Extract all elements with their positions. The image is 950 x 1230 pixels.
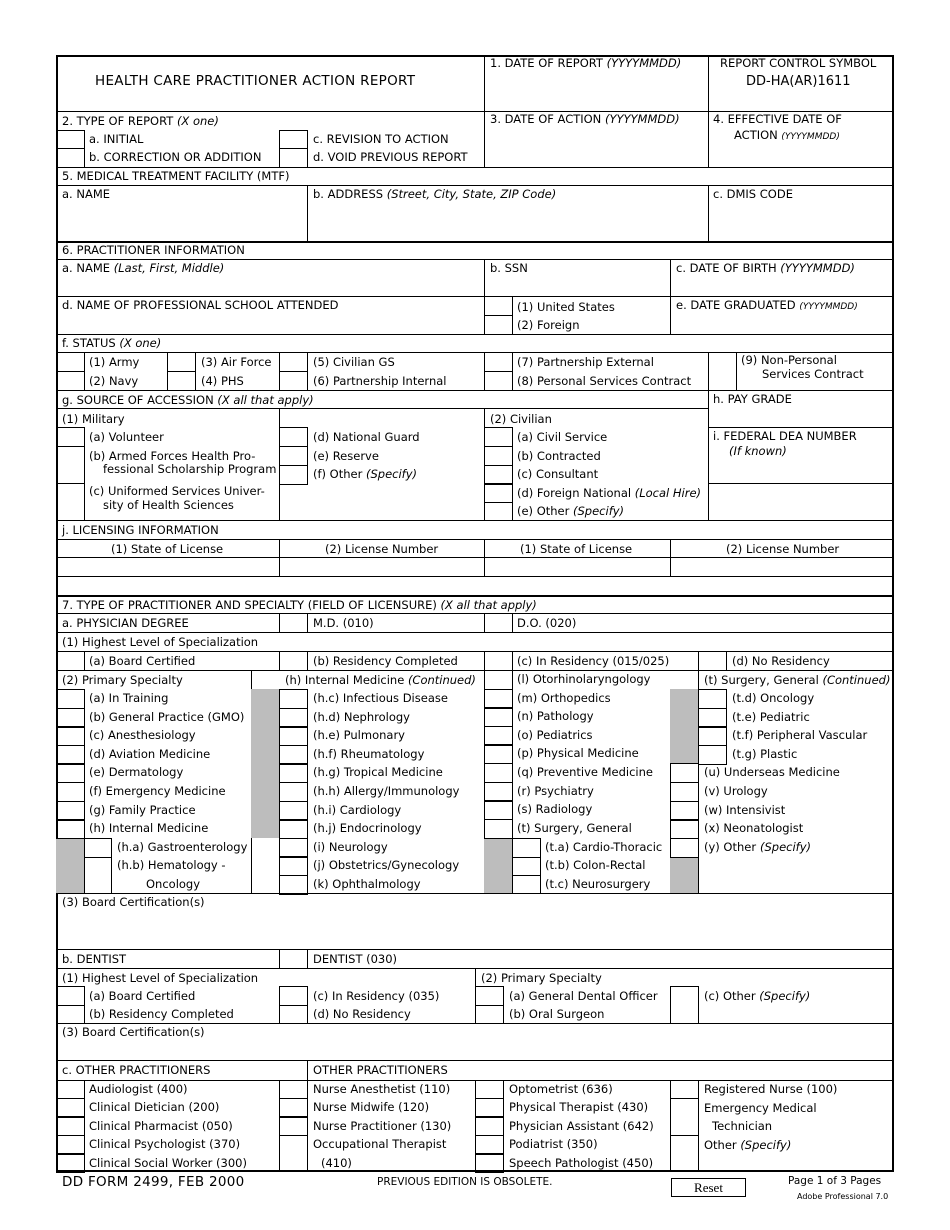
date-of-report-label: 1. DATE OF REPORT (YYYYMMDD) [490, 56, 682, 70]
spec-col2-label: (h.g) Tropical Medicine [313, 765, 443, 779]
phys-nr-label: (d) No Residency [732, 654, 830, 668]
dent-ir-label: (c) In Residency (035) [313, 989, 440, 1003]
dent-other-label: (c) Other (Specify) [704, 989, 811, 1003]
ssn-label: b. SSN [490, 261, 528, 275]
other-col2-label: (410) [321, 1156, 352, 1170]
spec-col4-checkbox[interactable] [698, 689, 727, 709]
spec-col2-checkbox[interactable] [279, 726, 308, 746]
initial-checkbox[interactable] [56, 130, 85, 149]
other-col1-label: Clinical Psychologist (370) [89, 1137, 241, 1151]
spec-col4-checkbox[interactable] [698, 726, 727, 746]
spec-col4-checkbox[interactable] [670, 782, 699, 802]
status-civ-label: (5) Civilian GS [313, 355, 395, 369]
other-rn-label: Registered Nurse (100) [704, 1082, 838, 1096]
dent-primary-label: (2) Primary Specialty [481, 971, 602, 985]
spec-col4-checkbox[interactable] [698, 708, 727, 728]
acc-usu-checkbox[interactable] [56, 483, 85, 521]
spec-col2-label: (k) Ophthalmology [313, 877, 421, 891]
dent-bc-label: (a) Board Certified [89, 989, 196, 1003]
accession-label: g. SOURCE OF ACCESSION (X all that apply) [62, 393, 314, 407]
spec-col2-checkbox[interactable] [279, 801, 308, 821]
other-col2-label: Occupational Therapist [313, 1137, 447, 1151]
status-nps-checkbox[interactable] [708, 352, 737, 391]
other-col3-checkbox[interactable] [475, 1154, 504, 1173]
spec-col1-label: (c) Anesthesiology [89, 728, 196, 742]
primary-specialty-label: (2) Primary Specialty [62, 673, 183, 687]
spec-col1-label: (g) Family Practice [89, 803, 196, 817]
spec-ha-label: (h.a) Gastroenterology [117, 840, 248, 854]
status-af-label: (3) Air Force [201, 355, 272, 369]
spec-col2-checkbox[interactable] [279, 745, 308, 765]
other-col2-label: Nurse Practitioner (130) [313, 1119, 452, 1133]
acc-cs-checkbox[interactable] [484, 427, 513, 447]
do-label: D.O. (020) [517, 616, 577, 630]
void-label: d. VOID PREVIOUS REPORT [313, 150, 468, 164]
obsolete-note: PREVIOUS EDITION IS OBSOLETE. [377, 1176, 553, 1188]
spec-col3-label: (p) Physical Medicine [517, 746, 639, 760]
dent-gdo-label: (a) General Dental Officer [509, 989, 658, 1003]
status-nps-label: (9) Non-Personal [741, 353, 837, 367]
spec-col3-checkbox[interactable] [484, 819, 513, 839]
rcs-label: REPORT CONTROL SYMBOL [720, 56, 877, 70]
other-col1-checkbox[interactable] [56, 1080, 85, 1099]
spec-col3-checkbox[interactable] [484, 763, 513, 783]
phys-board-label: (3) Board Certification(s) [62, 895, 205, 909]
school-foreign-checkbox[interactable] [484, 315, 513, 335]
dent-os-checkbox[interactable] [475, 1005, 504, 1024]
spec-col3-checkbox[interactable] [484, 800, 513, 820]
other-col4-checkbox[interactable] [670, 1135, 699, 1172]
acc-afhps-label2: fessional Scholarship Program [103, 462, 277, 476]
other-emt-label: Emergency Medical [704, 1101, 817, 1115]
spec-col1-checkbox[interactable] [56, 782, 85, 802]
spec-col3-label: (q) Preventive Medicine [517, 765, 653, 779]
spec-col2-label: (h.e) Pulmonary [313, 728, 405, 742]
spec-col3-label: (s) Radiology [517, 802, 593, 816]
acc-cother-label: (e) Other (Specify) [517, 504, 625, 518]
reset-button[interactable]: Reset [671, 1178, 746, 1197]
acc-consultant-label: (c) Consultant [517, 467, 599, 481]
spec-col1-checkbox[interactable] [56, 819, 85, 839]
acc-civilian-label: (2) Civilian [490, 412, 552, 426]
practitioner-label: 6. PRACTITIONER INFORMATION [62, 243, 245, 257]
spec-col2-label: (h.d) Nephrology [313, 710, 410, 724]
pay-grade-label: h. PAY GRADE [713, 392, 792, 406]
status-nps-label2: Services Contract [762, 367, 864, 381]
correction-label: b. CORRECTION OR ADDITION [89, 150, 262, 164]
other-label2: OTHER PRACTITIONERS [313, 1063, 448, 1077]
status-pext-checkbox[interactable] [484, 352, 513, 372]
other-col2-label: Nurse Anesthetist (110) [313, 1082, 451, 1096]
spec-col4-checkbox[interactable] [670, 763, 699, 783]
spec-col1-label: (a) In Training [89, 691, 169, 705]
other-col1-label: Audiologist (400) [89, 1082, 188, 1096]
spec-col1-label: (h) Internal Medicine [89, 821, 209, 835]
dent-bc-checkbox[interactable] [56, 986, 85, 1006]
other-col3-label: Podiatrist (350) [509, 1137, 598, 1151]
spec-col1-label: (e) Dermatology [89, 765, 184, 779]
form-title: HEALTH CARE PRACTITIONER ACTION REPORT [95, 73, 416, 89]
school-label: d. NAME OF PROFESSIONAL SCHOOL ATTENDED [62, 298, 339, 312]
spec-col1-label: (d) Aviation Medicine [89, 747, 211, 761]
other-col3-label: Physical Therapist (430) [509, 1100, 649, 1114]
spec-col2-label: (j) Obstetrics/Gynecology [313, 858, 460, 872]
dob-label: c. DATE OF BIRTH (YYYYMMDD) [676, 261, 855, 275]
rcs-value: DD-HA(AR)1611 [746, 74, 851, 89]
spec-col2-checkbox[interactable] [279, 838, 308, 858]
status-army-label: (1) Army [89, 355, 140, 369]
dent-rc-checkbox[interactable] [56, 1005, 85, 1024]
status-navy-checkbox[interactable] [56, 371, 85, 391]
other-col3-checkbox[interactable] [475, 1135, 504, 1154]
spec-col2-label: (h.i) Cardiology [313, 803, 402, 817]
dent-rc-label: (b) Residency Completed [89, 1007, 234, 1021]
col4-head: (t) Surgery, General (Continued) [704, 673, 891, 687]
effective-date-label: 4. EFFECTIVE DATE OF [713, 112, 842, 126]
other-col1-checkbox[interactable] [56, 1154, 85, 1173]
other-col1-label: Clinical Dietician (200) [89, 1100, 220, 1114]
phys-highest-label: (1) Highest Level of Specialization [62, 635, 259, 649]
other-col2-checkbox[interactable] [279, 1098, 308, 1117]
spec-col4-label: (x) Neonatologist [704, 821, 804, 835]
spec-col2-checkbox[interactable] [279, 782, 308, 802]
phys-ir-checkbox[interactable] [484, 651, 513, 671]
mtf-label: 5. MEDICAL TREATMENT FACILITY (MTF) [62, 169, 290, 183]
acc-other-checkbox[interactable] [279, 465, 308, 485]
status-psc-label: (8) Personal Services Contract [517, 374, 692, 388]
dea-label: i. FEDERAL DEA NUMBER [713, 429, 857, 443]
spec-hb-label2: Oncology [146, 877, 201, 891]
effective-date-label2: ACTION (YYYYMMDD) [734, 128, 840, 142]
spec-col4-label: (t.f) Peripheral Vascular [732, 728, 868, 742]
other-col3-checkbox[interactable] [475, 1098, 504, 1117]
acc-volunteer-checkbox[interactable] [56, 427, 85, 447]
status-pint-checkbox[interactable] [279, 371, 308, 391]
spec-tc-checkbox[interactable] [512, 875, 541, 894]
spec-col4-label: (u) Underseas Medicine [704, 765, 840, 779]
other-emt-label2: Technician [712, 1119, 773, 1133]
acc-afhps-checkbox[interactable] [56, 446, 85, 484]
licensing-label: j. LICENSING INFORMATION [62, 523, 219, 537]
acc-cs-label: (a) Civil Service [517, 430, 608, 444]
spec-col4-label: (v) Urology [704, 784, 768, 798]
acc-usu-label2: sity of Health Sciences [103, 498, 234, 512]
other-col1-checkbox[interactable] [56, 1135, 85, 1154]
spec-col4-checkbox[interactable] [670, 801, 699, 821]
acc-reserve-checkbox[interactable] [279, 446, 308, 466]
spec-col1-label: (b) General Practice (GMO) [89, 710, 245, 724]
spec-col4-checkbox[interactable] [670, 838, 699, 858]
other-col4-checkbox[interactable] [670, 1098, 699, 1136]
revision-checkbox[interactable] [279, 130, 308, 149]
dentist-deg-label: DENTIST (030) [313, 952, 398, 966]
phys-bc-label: (a) Board Certified [89, 654, 196, 668]
lic-num2-label: (2) License Number [726, 542, 840, 556]
school-us-label: (1) United States [517, 300, 615, 314]
md-checkbox[interactable] [279, 613, 308, 633]
other-col3-checkbox[interactable] [475, 1117, 504, 1136]
status-civ-checkbox[interactable] [279, 352, 308, 372]
status-army-checkbox[interactable] [56, 352, 85, 372]
other-oth-label: Other (Specify) [704, 1138, 792, 1152]
other-col4-checkbox[interactable] [670, 1080, 699, 1099]
other-col1-label: Clinical Pharmacist (050) [89, 1119, 233, 1133]
spec-col2-checkbox[interactable] [279, 689, 308, 709]
phys-ir-label: (c) In Residency (015/025) [517, 654, 670, 668]
dentist-checkbox[interactable] [279, 949, 308, 969]
status-navy-label: (2) Navy [89, 374, 139, 388]
other-col3-label: Physician Assistant (642) [509, 1119, 654, 1133]
acc-volunteer-label: (a) Volunteer [89, 430, 164, 444]
spec-col3-label: (l) Otorhinolaryngology [517, 672, 651, 686]
other-col1-checkbox[interactable] [56, 1098, 85, 1117]
mtf-name-label: a. NAME [62, 187, 111, 201]
acc-afhps-label: (b) Armed Forces Health Pro- [89, 449, 256, 463]
dent-other-checkbox[interactable] [670, 986, 699, 1024]
do-checkbox[interactable] [484, 613, 513, 633]
status-phs-label: (4) PHS [201, 374, 244, 388]
other-col1-label: Clinical Social Worker (300) [89, 1156, 247, 1170]
spec-col1-checkbox[interactable] [56, 689, 85, 709]
school-us-checkbox[interactable] [484, 296, 513, 316]
spec-col3-label: (o) Pediatrics [517, 728, 593, 742]
lic-state1-label: (1) State of License [111, 542, 224, 556]
section7-label: 7. TYPE OF PRACTITIONER AND SPECIALTY (FIELD OF LICENSURE) (X all that apply) [62, 598, 537, 612]
acc-usu-label: (c) Uniformed Services Univer- [89, 484, 265, 498]
other-col3-checkbox[interactable] [475, 1080, 504, 1099]
acc-ng-label: (d) National Guard [313, 430, 420, 444]
dent-board-label: (3) Board Certification(s) [62, 1025, 205, 1039]
dent-ir-checkbox[interactable] [279, 986, 308, 1006]
dentist-label: b. DENTIST [62, 952, 127, 966]
status-psc-checkbox[interactable] [484, 371, 513, 391]
void-checkbox[interactable] [279, 148, 308, 168]
spec-col2-checkbox[interactable] [279, 819, 308, 839]
acc-contracted-label: (b) Contracted [517, 449, 601, 463]
spec-col2-checkbox[interactable] [279, 875, 308, 895]
spec-col3-checkbox[interactable] [484, 670, 513, 690]
other-col2-checkbox[interactable] [279, 1117, 308, 1136]
dea-hint: (If known) [729, 444, 787, 458]
spec-col2-label: (h.c) Infectious Disease [313, 691, 448, 705]
phys-bc-checkbox[interactable] [56, 651, 85, 671]
spec-col3-label: (t) Surgery, General [517, 821, 632, 835]
page-number: Page 1 of 3 Pages [788, 1175, 882, 1187]
acc-other-label: (f) Other (Specify) [313, 467, 418, 481]
spec-col1-checkbox[interactable] [56, 745, 85, 765]
status-label: f. STATUS (X one) [62, 336, 162, 350]
other-col3-label: Optometrist (636) [509, 1082, 613, 1096]
date-of-action-label: 3. DATE OF ACTION (YYYYMMDD) [490, 112, 680, 126]
spec-col4-checkbox[interactable] [698, 745, 727, 765]
other-col2-label: Nurse Midwife (120) [313, 1100, 430, 1114]
acc-cother-checkbox[interactable] [484, 502, 513, 521]
spec-col3-label: (n) Pathology [517, 709, 594, 723]
spec-col2-checkbox[interactable] [279, 856, 308, 876]
acc-contracted-checkbox[interactable] [484, 446, 513, 466]
spec-ha-checkbox[interactable] [84, 838, 112, 858]
revision-label: c. REVISION TO ACTION [313, 132, 449, 146]
acc-reserve-label: (e) Reserve [313, 449, 379, 463]
status-phs-checkbox[interactable] [167, 371, 196, 391]
other-col1-checkbox[interactable] [56, 1117, 85, 1136]
spec-col3-checkbox[interactable] [484, 744, 513, 764]
spec-col2-checkbox[interactable] [279, 708, 308, 728]
spec-col3-checkbox[interactable] [484, 726, 513, 746]
spec-col4-label: (t.e) Pediatric [732, 710, 810, 724]
lic-state2-label: (1) State of License [520, 542, 633, 556]
spec-col3-label: (r) Psychiatry [517, 784, 594, 798]
initial-label: a. INITIAL [89, 132, 144, 146]
spec-hb-label: (h.b) Hematology - [117, 858, 226, 872]
spec-col2-label: (i) Neurology [313, 840, 388, 854]
spec-col2-label: (h.f) Rheumatology [313, 747, 425, 761]
status-pint-label: (6) Partnership Internal [313, 374, 447, 388]
dent-nr-checkbox[interactable] [279, 1005, 308, 1024]
spec-y-specify: (Specify) [760, 840, 812, 854]
spec-col2-label: (h.j) Endocrinology [313, 821, 422, 835]
spec-col3-label: (m) Orthopedics [517, 691, 611, 705]
other-col2-checkbox[interactable] [279, 1080, 308, 1099]
dent-os-label: (b) Oral Surgeon [509, 1007, 605, 1021]
adobe-note: Adobe Professional 7.0 [797, 1192, 889, 1201]
school-foreign-label: (2) Foreign [517, 318, 580, 332]
pract-name-label: a. NAME (Last, First, Middle) [62, 261, 225, 275]
spec-col1-checkbox[interactable] [56, 801, 85, 821]
spec-col2-label: (h.h) Allergy/Immunology [313, 784, 460, 798]
col2-head: (h) Internal Medicine (Continued) [285, 673, 476, 687]
spec-ta-checkbox[interactable] [512, 838, 541, 858]
spec-col3-checkbox[interactable] [484, 689, 513, 709]
spec-col4-label: (t.d) Oncology [732, 691, 815, 705]
phys-rc-label: (b) Residency Completed [313, 654, 458, 668]
spec-hb-checkbox[interactable] [84, 857, 112, 894]
dent-nr-label: (d) No Residency [313, 1007, 411, 1021]
lic-num1-label: (2) License Number [325, 542, 439, 556]
spec-tb-checkbox[interactable] [512, 857, 541, 876]
spec-col3-checkbox[interactable] [484, 782, 513, 802]
form-number: DD FORM 2499, FEB 2000 [62, 1174, 245, 1190]
spec-col1-label: (f) Emergency Medicine [89, 784, 226, 798]
status-af-checkbox[interactable] [167, 352, 196, 372]
dent-highest-label: (1) Highest Level of Specialization [62, 971, 259, 985]
spec-col1-checkbox[interactable] [56, 708, 85, 728]
spec-tc-label: (t.c) Neurosurgery [545, 877, 651, 891]
spec-col4-label: (w) Intensivist [704, 803, 786, 817]
spec-col4-label: (t.g) Plastic [732, 747, 798, 761]
acc-fn-label: (d) Foreign National (Local Hire) [517, 486, 702, 500]
md-label: M.D. (010) [313, 616, 374, 630]
spec-col4-label: (y) Other [704, 840, 757, 854]
acc-military-label: (1) Military [62, 412, 125, 426]
graduated-label: e. DATE GRADUATED (YYYYMMDD) [676, 298, 858, 312]
dmis-label: c. DMIS CODE [713, 187, 793, 201]
acc-ng-checkbox[interactable] [279, 427, 308, 447]
spec-col1-checkbox[interactable] [56, 726, 85, 746]
other-col2-checkbox[interactable] [279, 1135, 308, 1172]
spec-col2-checkbox[interactable] [279, 763, 308, 783]
spec-col3-checkbox[interactable] [484, 707, 513, 727]
phys-nr-checkbox[interactable] [698, 651, 727, 671]
phys-rc-checkbox[interactable] [279, 651, 308, 671]
spec-col4-checkbox[interactable] [670, 819, 699, 839]
correction-checkbox[interactable] [56, 148, 85, 168]
physician-degree-label: a. PHYSICIAN DEGREE [62, 616, 189, 630]
spec-tb-label: (t.b) Colon-Rectal [545, 858, 646, 872]
status-pext-label: (7) Partnership External [517, 355, 654, 369]
type-of-report-label: 2. TYPE OF REPORT (X one) [62, 114, 219, 128]
dent-gdo-checkbox[interactable] [475, 986, 504, 1006]
other-label: c. OTHER PRACTITIONERS [62, 1063, 211, 1077]
spec-col1-checkbox[interactable] [56, 763, 85, 783]
mtf-address-label: b. ADDRESS (Street, City, State, ZIP Code) [313, 187, 557, 201]
acc-fn-checkbox[interactable] [484, 483, 513, 503]
other-col3-label: Speech Pathologist (450) [509, 1156, 654, 1170]
acc-consultant-checkbox[interactable] [484, 465, 513, 485]
spec-ta-label: (t.a) Cardio-Thoracic [545, 840, 663, 854]
